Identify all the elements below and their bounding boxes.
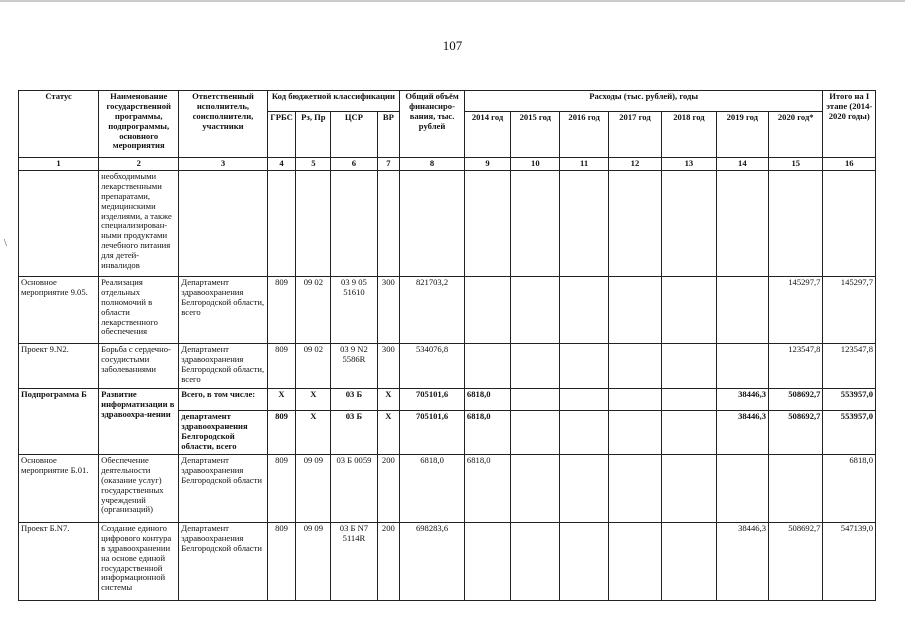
y2019-cell [716, 277, 768, 344]
y2018-cell [662, 344, 716, 389]
name-cell: Реализация отдельных полномочий в области лекарственного обеспечения [99, 277, 179, 344]
column-number: 1 [19, 158, 99, 171]
total-cell: 698283,6 [400, 523, 465, 601]
col-header-executor: Ответственный исполнитель, соисполнители, участники [179, 91, 267, 158]
y2016-cell [560, 455, 608, 523]
top-edge-rule [0, 0, 905, 6]
y2017-cell [608, 277, 661, 344]
y2019-cell [716, 455, 768, 523]
total-cell: 6818,0 [400, 455, 465, 523]
total-cell: 705101,6 [400, 411, 465, 455]
column-number-row [19, 158, 876, 171]
rz-cell: 09 02 [296, 277, 331, 344]
csr-cell: 03 Б [331, 389, 377, 411]
y2018-cell [662, 455, 716, 523]
y2016-cell [560, 344, 608, 389]
table-row [19, 455, 876, 523]
y2016-cell [560, 389, 608, 411]
status-cell: Проект Б.N7. [19, 523, 99, 601]
rz-cell: X [296, 389, 331, 411]
vr-cell: 300 [377, 277, 400, 344]
col-header-2016: 2016 год [560, 112, 608, 158]
y2015-cell [511, 411, 560, 455]
y2016-cell [560, 171, 608, 277]
col-header-2020: 2020 год* [769, 112, 823, 158]
y2015-cell [511, 455, 560, 523]
itogo-cell: 6818,0 [823, 455, 876, 523]
name-cell: Создание единого цифрового контура в здравоохранении на основе единой государственной информационной системы [99, 523, 179, 601]
y2017-cell [608, 344, 661, 389]
rz-cell: 09 09 [296, 455, 331, 523]
y2014-cell [464, 277, 510, 344]
name-cell: Борьба с сердечно-сосудистыми заболеваниями [99, 344, 179, 389]
y2014-cell [464, 523, 510, 601]
y2014-cell: 6818,0 [464, 411, 510, 455]
col-header-vr: ВР [377, 112, 400, 158]
y2017-cell [608, 389, 661, 411]
y2014-cell: 6818,0 [464, 455, 510, 523]
column-number: 3 [179, 158, 267, 171]
rz-cell: 09 02 [296, 344, 331, 389]
y2019-cell [716, 344, 768, 389]
col-header-name: Наименование государственной программы, подпрограммы, основного мероприятия [99, 91, 179, 158]
executor-cell [179, 171, 267, 277]
grbs-cell: 809 [267, 411, 296, 455]
column-number: 7 [377, 158, 400, 171]
csr-cell: 03 Б [331, 411, 377, 455]
y2018-cell [662, 389, 716, 411]
col-header-2017: 2017 год [608, 112, 661, 158]
column-number: 9 [464, 158, 510, 171]
col-header-expenses: Расходы (тыс. рублей), годы [464, 91, 823, 112]
table-row [19, 344, 876, 389]
status-cell [19, 171, 99, 277]
y2018-cell [662, 277, 716, 344]
itogo-cell: 553957,0 [823, 389, 876, 411]
col-header-2014: 2014 год [464, 112, 510, 158]
y2020-cell [769, 171, 823, 277]
y2015-cell [511, 389, 560, 411]
column-number: 15 [769, 158, 823, 171]
y2016-cell [560, 523, 608, 601]
y2020-cell: 123547,8 [769, 344, 823, 389]
rz-cell: X [296, 411, 331, 455]
y2020-cell: 508692,7 [769, 411, 823, 455]
column-number: 4 [267, 158, 296, 171]
grbs-cell: 809 [267, 455, 296, 523]
name-cell: необходимыми лекарственными препаратами, медицинскими изделиями, а также специализирован-ными продуктами лечебного питания для детей-инвалидов [99, 171, 179, 277]
status-cell: Подпрограмма Б [19, 389, 99, 455]
y2014-cell [464, 171, 510, 277]
rz-cell [296, 171, 331, 277]
itogo-cell [823, 171, 876, 277]
column-number: 10 [511, 158, 560, 171]
col-header-rz-pr: Рз, Пр [296, 112, 331, 158]
col-header-stage-total: Итого на I этапе (2014-2020 годы) [823, 91, 876, 158]
csr-cell: 03 Б N7 5114R [331, 523, 377, 601]
y2018-cell [662, 411, 716, 455]
itogo-cell: 123547,8 [823, 344, 876, 389]
vr-cell: 200 [377, 523, 400, 601]
y2016-cell [560, 411, 608, 455]
status-cell: Основное мероприятие 9.05. [19, 277, 99, 344]
column-number: 14 [716, 158, 768, 171]
budget-table [18, 90, 876, 601]
y2020-cell: 508692,7 [769, 389, 823, 411]
table-row [19, 389, 876, 411]
column-number: 6 [331, 158, 377, 171]
column-number: 16 [823, 158, 876, 171]
scan-mark: \ [4, 238, 7, 249]
status-cell: Основное мероприятие Б.01. [19, 455, 99, 523]
grbs-cell [267, 171, 296, 277]
vr-cell: 300 [377, 344, 400, 389]
total-cell: 534076,8 [400, 344, 465, 389]
y2020-cell: 145297,7 [769, 277, 823, 344]
y2020-cell [769, 455, 823, 523]
grbs-cell: 809 [267, 523, 296, 601]
itogo-cell: 145297,7 [823, 277, 876, 344]
y2018-cell [662, 171, 716, 277]
y2016-cell [560, 277, 608, 344]
vr-cell: X [377, 411, 400, 455]
grbs-cell: 809 [267, 277, 296, 344]
column-number: 2 [99, 158, 179, 171]
vr-cell: X [377, 389, 400, 411]
y2018-cell [662, 523, 716, 601]
status-cell: Проект 9.N2. [19, 344, 99, 389]
col-header-2019: 2019 год [716, 112, 768, 158]
executor-cell: Департамент здравоохранения Белгородской области [179, 523, 267, 601]
y2014-cell [464, 344, 510, 389]
y2019-cell: 38446,3 [716, 523, 768, 601]
page-number: 107 [442, 38, 463, 53]
y2015-cell [511, 344, 560, 389]
rz-cell: 09 09 [296, 523, 331, 601]
col-header-2018: 2018 год [662, 112, 716, 158]
y2015-cell [511, 523, 560, 601]
csr-cell: 03 Б 0059 [331, 455, 377, 523]
y2017-cell [608, 523, 661, 601]
csr-cell: 03 9 05 51610 [331, 277, 377, 344]
vr-cell [377, 171, 400, 277]
itogo-cell: 547139,0 [823, 523, 876, 601]
name-cell: Развитие информатизации в здравоохра-нении [99, 389, 179, 455]
table-row [19, 171, 876, 277]
column-number: 5 [296, 158, 331, 171]
total-cell: 705101,6 [400, 389, 465, 411]
y2020-cell: 508692,7 [769, 523, 823, 601]
column-number: 11 [560, 158, 608, 171]
executor-cell: Департамент здравоохранения Белгородской области [179, 455, 267, 523]
total-cell: 821703,2 [400, 277, 465, 344]
y2019-cell [716, 171, 768, 277]
grbs-cell: X [267, 389, 296, 411]
csr-cell [331, 171, 377, 277]
table-row [19, 523, 876, 601]
col-header-grbs: ГРБС [267, 112, 296, 158]
y2019-cell: 38446,3 [716, 389, 768, 411]
csr-cell: 03 9 N2 5586R [331, 344, 377, 389]
col-header-2015: 2015 год [511, 112, 560, 158]
itogo-cell: 553957,0 [823, 411, 876, 455]
table-row [19, 277, 876, 344]
column-number: 8 [400, 158, 465, 171]
executor-cell: Департамент здравоохранения Белгородской области, всего [179, 277, 267, 344]
y2017-cell [608, 171, 661, 277]
y2017-cell [608, 455, 661, 523]
y2015-cell [511, 171, 560, 277]
executor-cell: департамент здравоохранения Белгородской области, всего [179, 411, 267, 455]
column-number: 12 [608, 158, 661, 171]
total-cell [400, 171, 465, 277]
vr-cell: 200 [377, 455, 400, 523]
column-number: 13 [662, 158, 716, 171]
col-header-csr: ЦСР [331, 112, 377, 158]
col-header-budget-code: Код бюджетной классификации [267, 91, 400, 112]
y2015-cell [511, 277, 560, 344]
executor-cell: Департамент здравоохранения Белгородской области, всего [179, 344, 267, 389]
grbs-cell: 809 [267, 344, 296, 389]
col-header-status: Статус [19, 91, 99, 158]
executor-cell: Всего, в том числе: [179, 389, 267, 411]
y2017-cell [608, 411, 661, 455]
y2019-cell: 38446,3 [716, 411, 768, 455]
name-cell: Обеспечение деятельности (оказание услуг) государственных учреждений (организаций) [99, 455, 179, 523]
y2014-cell: 6818,0 [464, 389, 510, 411]
col-header-total-volume: Общий объём финансиро-вания, тыс. рублей [400, 91, 465, 158]
